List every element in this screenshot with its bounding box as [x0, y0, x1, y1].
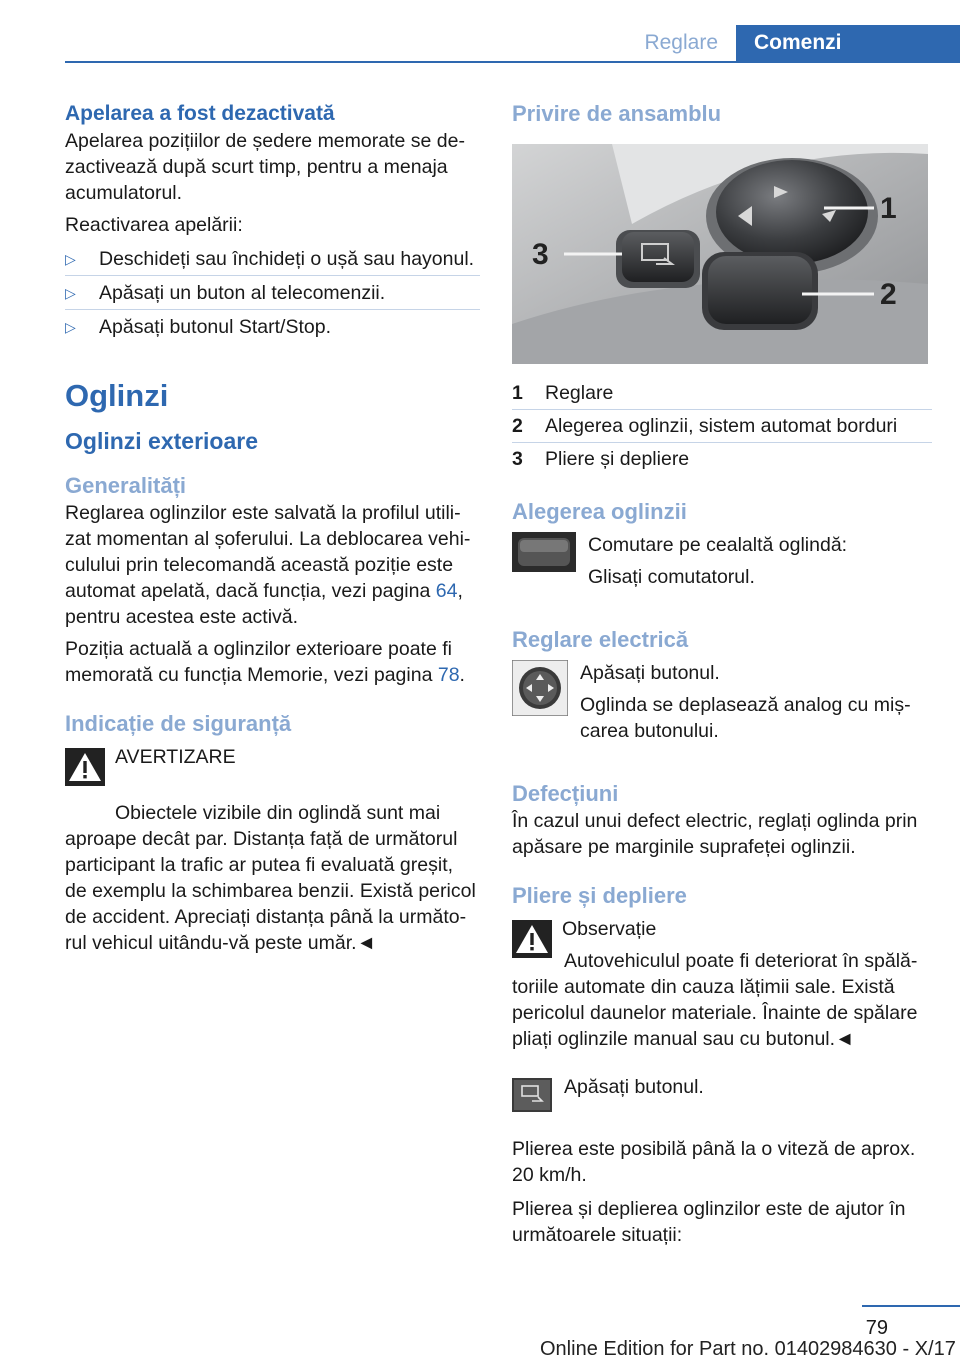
- header-tab-comenzi[interactable]: Comenzi: [736, 25, 960, 61]
- divider: [65, 309, 480, 310]
- left-column: [65, 100, 480, 776]
- photo-label-1: 1: [880, 192, 897, 225]
- alegerea-text-2: Glisați comutatorul.: [588, 566, 755, 588]
- paragraph-generalitati: Reglarea oglinzilor este salvată la profilul utili‐zat momentan al șoferului. La deblocarea vehi‐culului prin telecomandă această poziție este automat apelată, dacă funcția, vezi pagina 64, pentru acestea este activă.: [65, 502, 471, 628]
- reglare-text-1: Apăsați butonul.: [580, 662, 720, 684]
- header-tab-reglare[interactable]: Reglare: [644, 31, 718, 54]
- alegerea-block: [512, 532, 932, 600]
- section-title-alegerea-oglinzii: Alegerea oglinzii: [512, 499, 687, 524]
- note-label: Observație: [562, 918, 657, 940]
- mirror-adjust-knob-icon: [512, 660, 568, 721]
- mirror-select-switch-icon: [512, 532, 576, 577]
- warning-triangle-icon: [65, 748, 105, 786]
- legend-item: 3 Pliere și depliere: [512, 448, 690, 470]
- triangle-bullet-icon: ▷: [65, 251, 76, 267]
- page-link-78[interactable]: 78: [437, 664, 460, 686]
- section-title-pliere-depliere: Pliere și depliere: [512, 883, 687, 908]
- fold-button-block: [512, 1074, 932, 1120]
- divider: [512, 442, 932, 443]
- section-title-apelarea: Apelarea a fost dezactivată: [65, 102, 335, 125]
- section-title-privire-ansamblu: Privire de ansamblu: [512, 101, 722, 126]
- warning-text-block: [65, 800, 480, 956]
- note-block: [512, 916, 932, 942]
- warning-text: Obiectele vizibile din oglindă sunt mai aproape decât par. Distanța față de următorul participant la trafic ar putea fi evaluată greșit, de exemplu la schimbarea benzii. Există pericol de accident. Apreciați distanța până la următo‐rul vehicul uitându‐vă peste umăr.◄: [65, 802, 476, 954]
- paragraph-memorie: Poziția actuală a oglinzilor exterioare poate fi memorată cu funcția Memorie, vezi pagina 78.: [65, 638, 465, 686]
- list-item: ▷ Apăsați un buton al telecomenzii.: [65, 282, 386, 304]
- page-link-64[interactable]: 64: [435, 580, 458, 602]
- header-rule: [65, 61, 960, 63]
- legend-list: [512, 380, 932, 472]
- mirror-controls-photo: [512, 144, 928, 364]
- subsection-title-generalitati: Generalități: [65, 473, 187, 498]
- reglare-text-2: Oglinda se deplasează analog cu miș‐carea butonului.: [580, 694, 911, 742]
- section-title-defectiuni: Defecțiuni: [512, 781, 619, 806]
- footer-rule: [862, 1305, 960, 1307]
- reglare-block: [512, 660, 932, 754]
- fold-button-text: Apăsați butonul.: [564, 1076, 704, 1098]
- bullet-list: [65, 246, 480, 340]
- right-column: [512, 100, 932, 1248]
- warning-block: [65, 744, 480, 770]
- section-title-reglare-electrica: Reglare electrică: [512, 627, 689, 652]
- note-text: Autovehiculul poate fi deteriorat în spălă‐toriile automate din cauza lățimii sale. Există pericolul daunelor materiale. Înainte de spălare pliați oglinzile manual sau cu butonul.◄: [512, 950, 918, 1050]
- mirror-fold-button-icon: [512, 1078, 552, 1117]
- paragraph-defectiuni: În cazul unui defect electric, reglați oglinda prin apăsare pe marginile suprafeței oglinzii.: [512, 810, 918, 858]
- triangle-bullet-icon: ▷: [65, 319, 76, 335]
- subsection-title-siguranta: Indicație de siguranță: [65, 711, 292, 736]
- section-title-oglinzi-exterioare: Oglinzi exterioare: [65, 428, 259, 454]
- divider: [512, 409, 932, 410]
- photo-label-2: 2: [880, 278, 897, 311]
- legend-item: 1 Reglare: [512, 382, 614, 404]
- photo-label-3: 3: [532, 238, 549, 271]
- list-item: ▷ Deschideți sau închideți o ușă sau hayonul.: [65, 248, 475, 270]
- paragraph-pliere-situatii: Plierea și deplierea oglinzilor este de ajutor în următoarele situații:: [512, 1198, 906, 1246]
- list-item: ▷ Apăsați butonul Start/Stop.: [65, 316, 331, 338]
- warning-label: AVERTIZARE: [115, 746, 236, 768]
- edition-footer: Online Edition for Part no. 01402984630 - X/17: [540, 1338, 956, 1360]
- paragraph-reactivare: Reactivarea apelării:: [65, 214, 243, 236]
- paragraph-apelarea: Apelarea pozițiilor de ședere memorate se de‐zactivează după scurt timp, pentru a menaja acumulatorul.: [65, 130, 465, 204]
- page-number: 79: [865, 1317, 888, 1339]
- chapter-title-oglinzi: Oglinzi: [65, 378, 169, 413]
- legend-item: 2 Alegerea oglinzii, sistem automat borduri: [512, 415, 898, 437]
- divider: [65, 275, 480, 276]
- triangle-bullet-icon: ▷: [65, 285, 76, 301]
- warning-triangle-icon: [512, 920, 552, 958]
- paragraph-pliere-viteza: Plierea este posibilă până la o viteză de aprox. 20 km/h.: [512, 1138, 916, 1186]
- alegerea-text-1: Comutare pe cealaltă oglindă:: [588, 534, 848, 556]
